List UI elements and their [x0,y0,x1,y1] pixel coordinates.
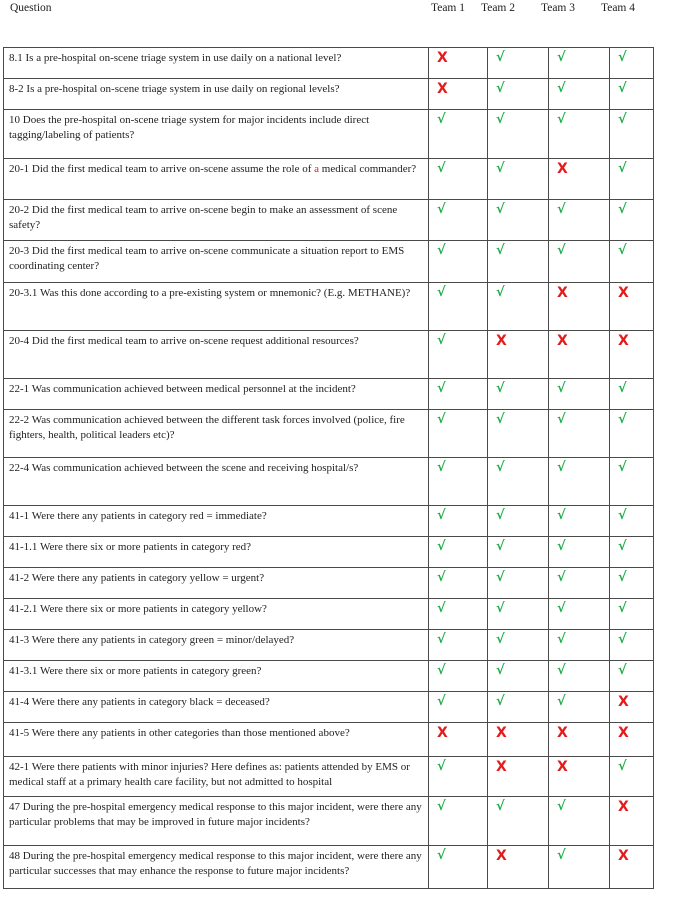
check-mark-icon: √ [618,243,627,258]
check-mark-icon: √ [557,81,566,96]
team2-answer-cell [488,110,549,159]
team1-answer-cell [429,379,488,410]
check-mark-icon: √ [557,601,566,616]
question-cell: 10 Does the pre-hospital on-scene triage system for major incidents include direct tagging/labeling of patients? [4,110,429,159]
check-mark-icon: √ [618,202,627,217]
question-cell: 41-3.1 Were there six or more patients in category green? [4,661,429,692]
team1-answer-cell [429,797,488,846]
team2-answer-cell [488,200,549,241]
team4-answer-cell [610,692,654,723]
team1-answer-cell [429,568,488,599]
question-cell: 41-5 Were there any patients in other categories than those mentioned above? [4,723,429,757]
cross-mark-icon: X [618,333,629,349]
check-mark-icon: √ [557,50,566,65]
team4-answer-cell [610,568,654,599]
team1-answer-cell [429,723,488,757]
cross-mark-icon: X [557,161,568,177]
check-mark-icon: √ [557,570,566,585]
table-row [4,379,654,410]
question-cell: 41-4 Were there any patients in category black = deceased? [4,692,429,723]
question-cell: 20-4 Did the first medical team to arrive on-scene request additional resources? [4,331,429,379]
check-mark-icon: √ [557,539,566,554]
team1-answer-cell [429,241,488,283]
question-cell: 8-2 Is a pre-hospital on-scene triage system in use daily on regional levels? [4,79,429,110]
team2-answer-cell [488,48,549,79]
table-row [4,283,654,331]
question-cell: 41-3 Were there any patients in category green = minor/delayed? [4,630,429,661]
table-row [4,630,654,661]
question-cell: 41-2.1 Were there six or more patients in category yellow? [4,599,429,630]
team1-answer-cell [429,537,488,568]
cross-mark-icon: X [496,333,507,349]
team1-answer-cell [429,599,488,630]
check-mark-icon: √ [618,570,627,585]
team3-answer-cell [549,630,610,661]
check-mark-icon: √ [496,570,505,585]
team2-answer-cell [488,241,549,283]
triage-questions-table [3,47,654,889]
check-mark-icon: √ [437,663,446,678]
check-mark-icon: √ [496,381,505,396]
team3-answer-cell [549,79,610,110]
check-mark-icon: √ [557,460,566,475]
team1-answer-cell [429,79,488,110]
team4-answer-cell [610,661,654,692]
question-cell: 22-4 Was communication achieved between the scene and receiving hospital/s? [4,458,429,506]
team4-column-header: Team 4 [601,2,636,14]
table-row [4,797,654,846]
cross-mark-icon: X [437,81,448,97]
team3-answer-cell [549,661,610,692]
team1-answer-cell [429,410,488,458]
team2-answer-cell [488,410,549,458]
team3-answer-cell [549,331,610,379]
team2-answer-cell [488,537,549,568]
team2-answer-cell [488,79,549,110]
check-mark-icon: √ [437,632,446,647]
table-row [4,599,654,630]
check-mark-icon: √ [557,508,566,523]
table-row [4,331,654,379]
check-mark-icon: √ [618,632,627,647]
team3-answer-cell [549,568,610,599]
question-cell: 42-1 Were there patients with minor injuries? Here defines as: patients attended by EMS or medical staff at a primary health care facility, but not admitted to hospital [4,757,429,797]
team1-answer-cell [429,506,488,537]
check-mark-icon: √ [557,202,566,217]
team4-answer-cell [610,537,654,568]
check-mark-icon: √ [618,412,627,427]
question-column-header: Question [10,2,52,14]
check-mark-icon: √ [618,663,627,678]
cross-mark-icon: X [557,725,568,741]
cross-mark-icon: X [437,725,448,741]
question-cell: 20-3.1 Was this done according to a pre-existing system or mnemonic? (E.g. METHANE)? [4,283,429,331]
team2-answer-cell [488,846,549,889]
team2-answer-cell [488,506,549,537]
check-mark-icon: √ [437,161,446,176]
team3-answer-cell [549,599,610,630]
team4-answer-cell [610,630,654,661]
check-mark-icon: √ [496,663,505,678]
team1-answer-cell [429,661,488,692]
check-mark-icon: √ [618,112,627,127]
question-cell: 47 During the pre-hospital emergency medical response to this major incident, were there any particular problems that may be improved in future major incidents? [4,797,429,846]
check-mark-icon: √ [496,601,505,616]
cross-mark-icon: X [557,333,568,349]
check-mark-icon: √ [496,799,505,814]
team3-answer-cell [549,48,610,79]
table-row [4,568,654,599]
team2-column-header: Team 2 [481,2,516,14]
cross-mark-icon: X [618,848,629,864]
team4-answer-cell [610,410,654,458]
team4-answer-cell [610,331,654,379]
team2-answer-cell [488,723,549,757]
table-row [4,48,654,79]
team2-answer-cell [488,630,549,661]
check-mark-icon: √ [437,508,446,523]
team4-answer-cell [610,599,654,630]
team3-column-header: Team 3 [541,2,576,14]
check-mark-icon: √ [496,161,505,176]
team4-answer-cell [610,757,654,797]
question-cell: 20-3 Did the first medical team to arrive on-scene communicate a situation report to EMS coordinating center? [4,241,429,283]
check-mark-icon: √ [618,759,627,774]
team2-answer-cell [488,757,549,797]
team1-answer-cell [429,846,488,889]
check-mark-icon: √ [437,694,446,709]
check-mark-icon: √ [557,412,566,427]
check-mark-icon: √ [557,632,566,647]
team3-answer-cell [549,283,610,331]
cross-mark-icon: X [496,848,507,864]
question-cell: 41-1 Were there any patients in category red = immediate? [4,506,429,537]
team4-answer-cell [610,79,654,110]
table-header [0,0,690,20]
table-row [4,458,654,506]
team2-answer-cell [488,458,549,506]
team3-answer-cell [549,241,610,283]
check-mark-icon: √ [618,539,627,554]
team3-answer-cell [549,159,610,200]
check-mark-icon: √ [437,412,446,427]
team3-answer-cell [549,846,610,889]
team3-answer-cell [549,379,610,410]
team1-answer-cell [429,458,488,506]
table-row [4,692,654,723]
team3-answer-cell [549,757,610,797]
check-mark-icon: √ [437,381,446,396]
question-cell: 41-2 Were there any patients in category yellow = urgent? [4,568,429,599]
team1-answer-cell [429,48,488,79]
team1-answer-cell [429,283,488,331]
team3-answer-cell [549,110,610,159]
team1-answer-cell [429,110,488,159]
cross-mark-icon: X [496,759,507,775]
team2-answer-cell [488,159,549,200]
check-mark-icon: √ [618,460,627,475]
question-cell: 41-1.1 Were there six or more patients in category red? [4,537,429,568]
table-body [4,48,654,889]
cross-mark-icon: X [557,759,568,775]
cross-mark-icon: X [557,285,568,301]
team4-answer-cell [610,723,654,757]
team3-answer-cell [549,506,610,537]
table-row [4,410,654,458]
team4-answer-cell [610,797,654,846]
team4-answer-cell [610,506,654,537]
check-mark-icon: √ [557,848,566,863]
team4-answer-cell [610,846,654,889]
check-mark-icon: √ [496,202,505,217]
team1-answer-cell [429,757,488,797]
question-cell: 20-1 Did the first medical team to arrive on-scene assume the role of a medical commander? [4,159,429,200]
check-mark-icon: √ [496,50,505,65]
cross-mark-icon: X [618,694,629,710]
check-mark-icon: √ [496,539,505,554]
team3-answer-cell [549,723,610,757]
team1-answer-cell [429,630,488,661]
check-mark-icon: √ [496,81,505,96]
team1-answer-cell [429,331,488,379]
check-mark-icon: √ [437,202,446,217]
check-mark-icon: √ [437,570,446,585]
check-mark-icon: √ [496,460,505,475]
check-mark-icon: √ [557,694,566,709]
team4-answer-cell [610,379,654,410]
question-cell: 8.1 Is a pre-hospital on-scene triage system in use daily on a national level? [4,48,429,79]
table-row [4,159,654,200]
team4-answer-cell [610,48,654,79]
check-mark-icon: √ [437,112,446,127]
check-mark-icon: √ [437,285,446,300]
check-mark-icon: √ [437,759,446,774]
table-row [4,200,654,241]
check-mark-icon: √ [557,243,566,258]
team1-answer-cell [429,159,488,200]
team1-column-header: Team 1 [431,2,466,14]
check-mark-icon: √ [618,508,627,523]
team4-answer-cell [610,458,654,506]
team3-answer-cell [549,692,610,723]
team1-answer-cell [429,200,488,241]
check-mark-icon: √ [437,539,446,554]
highlighted-word: a [314,163,320,175]
table-row [4,506,654,537]
check-mark-icon: √ [557,799,566,814]
team2-answer-cell [488,568,549,599]
cross-mark-icon: X [496,725,507,741]
team4-answer-cell [610,200,654,241]
cross-mark-icon: X [618,725,629,741]
team4-answer-cell [610,159,654,200]
check-mark-icon: √ [437,333,446,348]
check-mark-icon: √ [618,601,627,616]
check-mark-icon: √ [437,460,446,475]
team3-answer-cell [549,797,610,846]
table-row [4,79,654,110]
team4-answer-cell [610,110,654,159]
team2-answer-cell [488,379,549,410]
check-mark-icon: √ [557,663,566,678]
check-mark-icon: √ [496,508,505,523]
table-row [4,757,654,797]
table-row [4,241,654,283]
check-mark-icon: √ [496,632,505,647]
table-row [4,723,654,757]
table-row [4,661,654,692]
check-mark-icon: √ [557,381,566,396]
table-row [4,846,654,889]
team3-answer-cell [549,200,610,241]
team2-answer-cell [488,283,549,331]
team2-answer-cell [488,331,549,379]
check-mark-icon: √ [437,848,446,863]
check-mark-icon: √ [557,112,566,127]
check-mark-icon: √ [618,381,627,396]
check-mark-icon: √ [437,799,446,814]
check-mark-icon: √ [496,112,505,127]
table-row [4,537,654,568]
question-cell: 20-2 Did the first medical team to arrive on-scene begin to make an assessment of scene safety? [4,200,429,241]
check-mark-icon: √ [437,243,446,258]
check-mark-icon: √ [496,285,505,300]
cross-mark-icon: X [437,50,448,66]
team2-answer-cell [488,692,549,723]
team2-answer-cell [488,599,549,630]
team2-answer-cell [488,797,549,846]
team3-answer-cell [549,537,610,568]
check-mark-icon: √ [618,161,627,176]
check-mark-icon: √ [618,50,627,65]
check-mark-icon: √ [618,81,627,96]
question-cell: 48 During the pre-hospital emergency medical response to this major incident, were there any particular successes that may enhance the response to future major incidents? [4,846,429,889]
team1-answer-cell [429,692,488,723]
team3-answer-cell [549,458,610,506]
check-mark-icon: √ [496,243,505,258]
team3-answer-cell [549,410,610,458]
check-mark-icon: √ [496,694,505,709]
check-mark-icon: √ [437,601,446,616]
team2-answer-cell [488,661,549,692]
question-cell: 22-1 Was communication achieved between medical personnel at the incident? [4,379,429,410]
cross-mark-icon: X [618,799,629,815]
table-row [4,110,654,159]
team4-answer-cell [610,241,654,283]
question-cell: 22-2 Was communication achieved between the different task forces involved (police, fire fighters, health, political leaders etc)? [4,410,429,458]
cross-mark-icon: X [618,285,629,301]
check-mark-icon: √ [496,412,505,427]
team4-answer-cell [610,283,654,331]
